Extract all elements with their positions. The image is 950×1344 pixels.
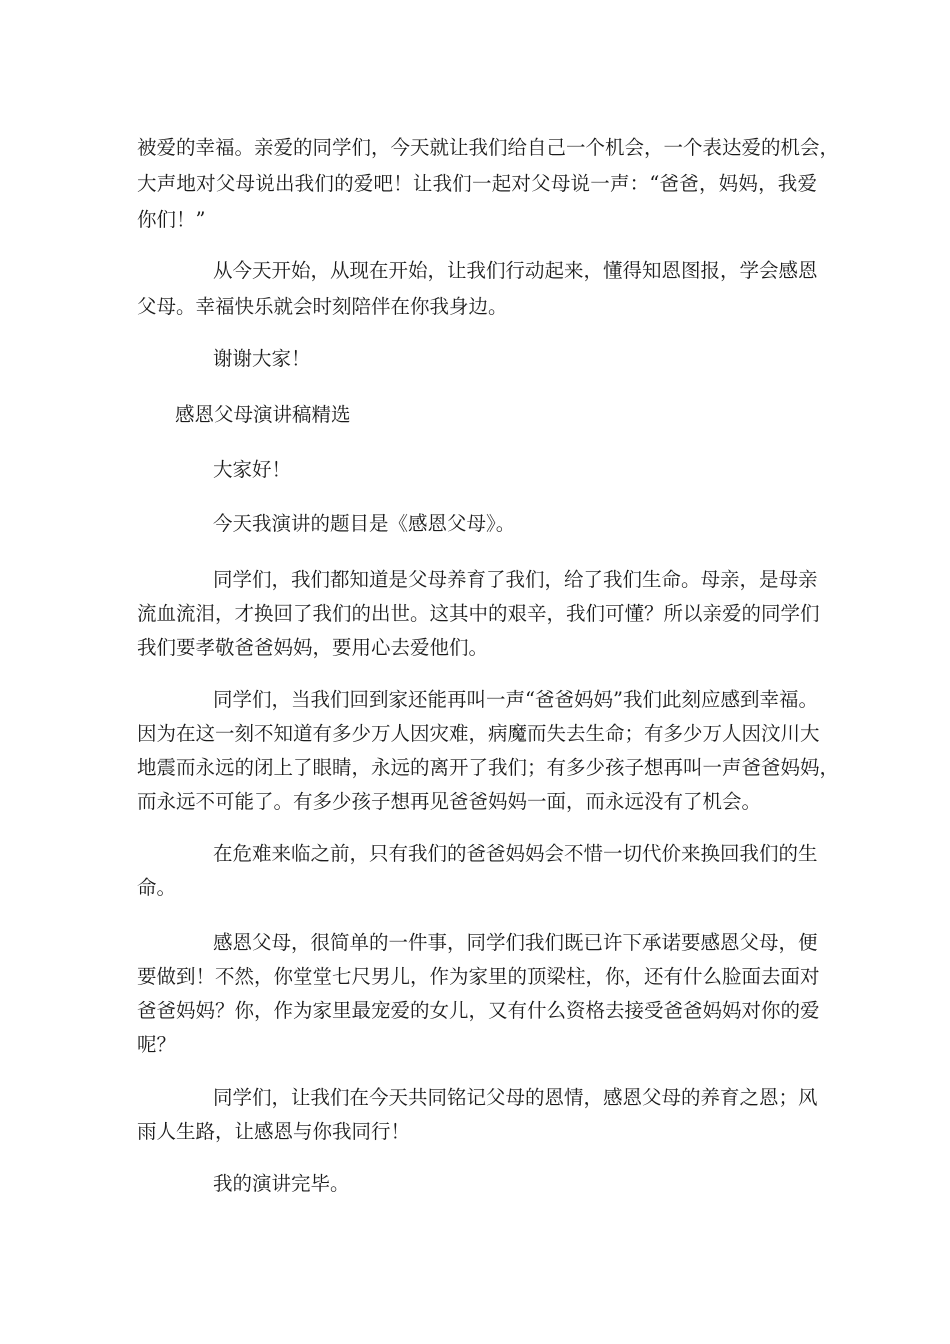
text-line: 从今天开始，从现在开始，让我们行动起来，懂得知恩图报，学会感恩 xyxy=(213,259,818,282)
text-line: 今天我演讲的题目是《感恩父母》。 xyxy=(213,512,516,535)
text-line: 同学们，当我们回到家还能再叫一声“爸爸妈妈”我们此刻应感到幸福。 xyxy=(213,688,818,711)
text-line: 而永远不可能了。有多少孩子想再见爸爸妈妈一面，而永远没有了机会。 xyxy=(137,790,762,813)
text-line: 呢？ xyxy=(137,1033,177,1056)
text-line: 在危难来临之前，只有我们的爸爸妈妈会不惜一切代价来换回我们的生 xyxy=(213,842,818,865)
text-line: 我的演讲完毕。 xyxy=(213,1172,350,1195)
text-line: 命。 xyxy=(137,876,177,899)
text-line: 你们！” xyxy=(137,208,206,231)
text-line: 爸爸妈妈？你，作为家里最宠爱的女儿，又有什么资格去接受爸爸妈妈对你的爱 xyxy=(137,999,820,1022)
text-line: 同学们，我们都知道是父母养育了我们，给了我们生命。母亲，是母亲 xyxy=(213,568,818,591)
text-line: 父母。幸福快乐就会时刻陪伴在你我身边。 xyxy=(137,295,508,318)
text-line: 我们要孝敬爸爸妈妈，要用心去爱他们。 xyxy=(137,636,489,659)
text-line: 谢谢大家！ xyxy=(213,347,311,370)
text-line: 同学们，让我们在今天共同铭记父母的恩情，感恩父母的养育之恩；风 xyxy=(213,1086,818,1109)
text-line: 大家好！ xyxy=(213,458,292,481)
text-line: 雨人生路，让感恩与你我同行！ xyxy=(137,1120,411,1143)
text-line: 大声地对父母说出我们的爱吧！让我们一起对父母说一声：“爸爸，妈妈，我爱 xyxy=(137,172,817,195)
text-line: 被爱的幸福。亲爱的同学们，今天就让我们给自己一个机会，一个表达爱的机会， xyxy=(137,136,840,159)
section-title: 感恩父母演讲稿精选 xyxy=(175,403,351,426)
text-line: 感恩父母，很简单的一件事，同学们我们既已许下承诺要感恩父母，便 xyxy=(213,931,818,954)
text-line: 流血流泪，才换回了我们的出世。这其中的艰辛，我们可懂？所以亲爱的同学们 xyxy=(137,602,820,625)
text-line: 因为在这一刻不知道有多少万人因灾难，病魔而失去生命；有多少万人因汶川大 xyxy=(137,722,820,745)
text-line: 地震而永远的闭上了眼睛，永远的离开了我们；有多少孩子想再叫一声爸爸妈妈， xyxy=(137,756,840,779)
text-line: 要做到！不然，你堂堂七尺男儿，作为家里的顶梁柱，你，还有什么脸面去面对 xyxy=(137,965,820,988)
